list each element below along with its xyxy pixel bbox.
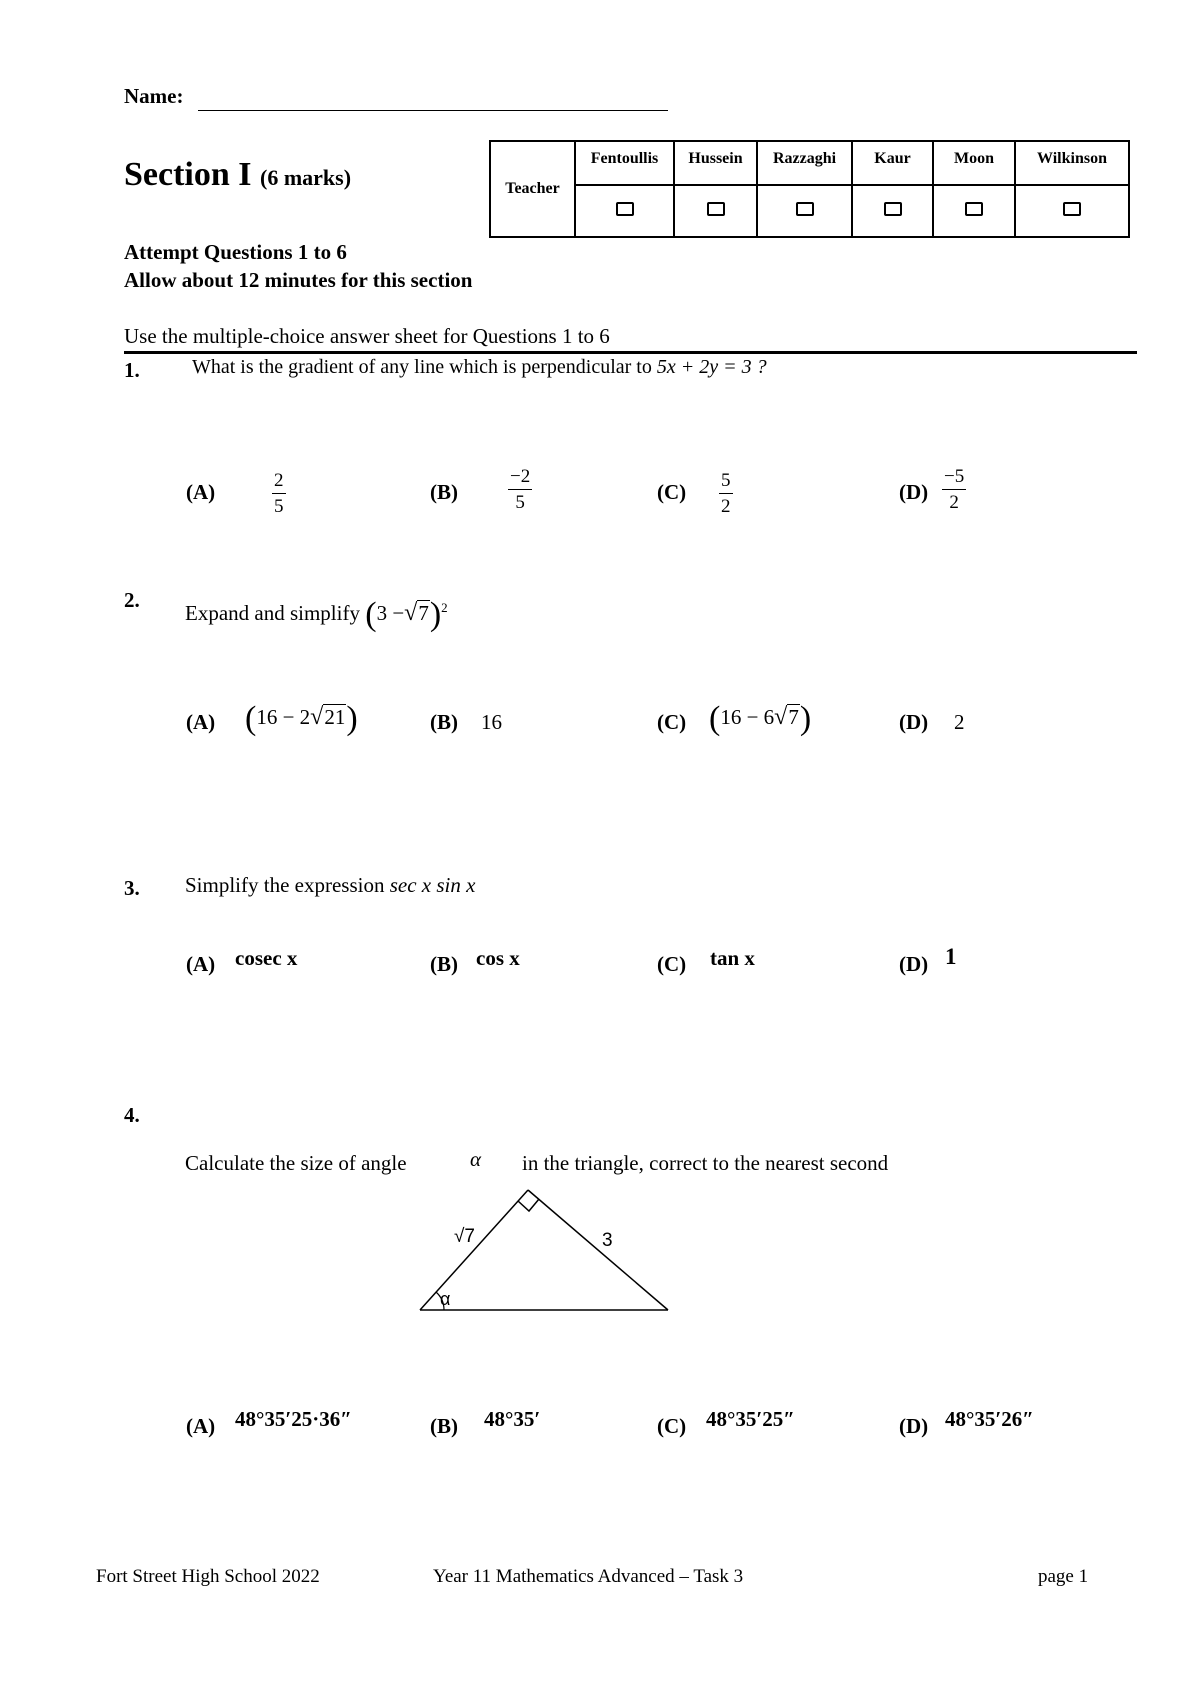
question-1-equation: 5x + 2y = 3 ? [656,356,767,378]
question-1-text: What is the gradient of any line which is perpendicular to [192,356,652,378]
numerator: −2 [508,467,532,490]
checkbox-icon [965,202,983,216]
radicand: 21 [324,705,346,729]
option-value: 48°35′26″ [945,1407,1034,1431]
question-number: 3. [124,876,140,900]
teacher-checkbox[interactable] [757,185,852,237]
option-label: (C) [657,710,687,734]
option-label: (D) [899,1414,929,1438]
question-4-text-before: Calculate the size of angle [185,1151,407,1175]
question-text [192,356,767,379]
option-value: 1 [945,944,957,969]
side-label-right: 3 [602,1230,613,1251]
option-value [508,467,532,512]
teacher-checkbox[interactable] [852,185,933,237]
alpha-symbol: α [470,1147,482,1171]
checkbox-icon [796,202,814,216]
teacher-label: Teacher [490,141,575,237]
option-value: (16 − 2√21) [245,700,358,737]
option-value: cosec x [235,946,298,970]
teacher-checkbox[interactable] [1015,185,1129,237]
divider [124,351,1137,354]
option-label: (A) [186,952,216,976]
option-label: (C) [657,952,687,976]
question-number: 4. [124,1103,140,1127]
teacher-name: Hussein [674,141,757,185]
question-4-text-after: in the triangle, correct to the nearest second [522,1151,889,1175]
teacher-name: Kaur [852,141,933,185]
footer-course: Year 11 Mathematics Advanced – Task 3 [433,1566,744,1587]
option-value: (16 − 6√7) [709,700,812,737]
section-title-text: Section I [124,156,252,193]
question-2-text: Expand and simplify [185,601,360,625]
question-text [185,873,475,898]
teacher-table [489,140,1130,238]
question-number: 2. [124,588,140,612]
option-label: (D) [899,710,929,734]
question-3-expr: sec x sin x [389,873,476,897]
option-expr: 16 − 6 [720,705,775,729]
option-expr: 16 − 2 [256,705,311,729]
option-label: (D) [899,480,929,504]
teacher-name: Fentoullis [575,141,674,185]
option-value: 48°35′25·36″ [235,1407,352,1431]
option-value [272,471,286,516]
question-3-text: Simplify the expression [185,873,385,897]
option-label: (B) [430,952,458,976]
teacher-checkbox[interactable] [674,185,757,237]
question-2-expr: 3 − [376,601,405,625]
option-value: 48°35′25″ [706,1407,795,1431]
option-value [719,471,733,516]
numerator: −5 [942,467,966,490]
option-label: (A) [186,710,216,734]
option-value: tan x [710,946,755,970]
option-label: (B) [430,1414,458,1438]
checkbox-icon [707,202,725,216]
option-label: (C) [657,1414,687,1438]
section-marks: (6 marks) [260,165,352,190]
teacher-name: Wilkinson [1015,141,1129,185]
option-label: (A) [186,1414,216,1438]
teacher-checkbox[interactable] [575,185,674,237]
checkbox-icon [884,202,902,216]
option-value [942,467,966,512]
footer-school: Fort Street High School 2022 [96,1566,320,1587]
option-label: (D) [899,952,929,976]
name-label: Name: [124,84,184,108]
option-value: 16 [481,710,502,734]
option-value: cos x [476,946,520,970]
instruction-attempt: Attempt Questions 1 to 6 [124,240,347,264]
question-number: 1. [124,358,140,382]
checkbox-icon [1063,202,1081,216]
radicand: 7 [418,601,429,625]
denominator: 5 [515,492,525,513]
question-text: Expand and simplify $(3 -√7)^2$ [185,596,448,633]
section-title [124,156,351,194]
side-label-left: √7 [454,1226,475,1247]
numerator: 2 [272,471,286,494]
footer-page: page 1 [1038,1566,1089,1587]
teacher-name: Moon [933,141,1015,185]
option-value: 2 [954,710,965,734]
denominator: 5 [274,496,284,517]
radicand: 7 [788,705,799,729]
denominator: 2 [721,496,731,517]
option-label: (B) [430,710,458,734]
right-angle-marker [518,1199,539,1211]
checkbox-icon [616,202,634,216]
triangle-side-right [528,1190,668,1310]
teacher-name: Razzaghi [757,141,852,185]
exponent: 2 [441,600,448,615]
option-label: (B) [430,480,458,504]
angle-label: α [440,1289,451,1309]
name-field-line[interactable] [198,110,668,111]
option-value: 48°35′ [484,1407,541,1431]
option-label: (C) [657,480,687,504]
numerator: 5 [719,471,733,494]
denominator: 2 [949,492,959,513]
triangle-diagram [410,1180,680,1320]
teacher-checkbox[interactable] [933,185,1015,237]
instruction-time: Allow about 12 minutes for this section [124,268,473,292]
option-label: (A) [186,480,216,504]
answer-sheet-note: Use the multiple-choice answer sheet for Questions 1 to 6 [124,324,610,348]
